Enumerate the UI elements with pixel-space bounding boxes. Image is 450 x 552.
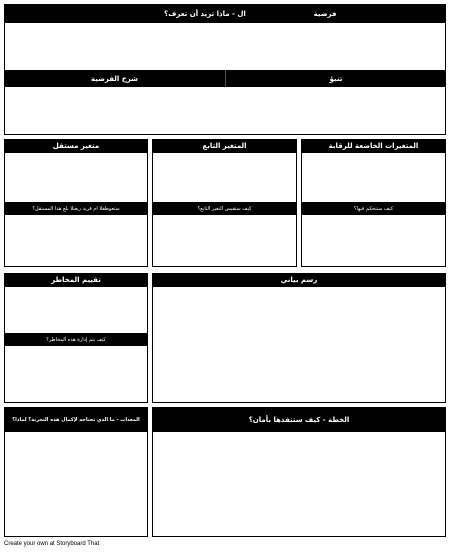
controlled-variables-prompt: كيف ستتحكم فيها؟ <box>301 202 446 215</box>
risk-assessment-title: تقييم المخاطر <box>4 273 148 287</box>
independent-variable-title: متغير مستقل <box>4 139 148 153</box>
risk-assessment-prompt: كيف يتم إدارة هذه المخاطر؟ <box>4 333 148 346</box>
equipment-title: المعدات - ما الذي تحتاجه لإكمال هذه التجربة؟ لماذا؟ <box>4 407 148 432</box>
footer-credit[interactable]: Create your own at Storyboard That <box>4 541 100 547</box>
predict-label: تنبؤ <box>329 74 343 83</box>
hypothesis-label: فرضية <box>313 9 337 18</box>
graph-title: رسم بياني <box>152 273 446 287</box>
explain-label: شرح الفرضية <box>90 74 138 83</box>
controlled-variables-title: المتغيرات الخاضعة للرقابة <box>301 139 446 153</box>
dependent-variable-prompt: كيف ستقيس التغير التابع؟ <box>152 202 297 215</box>
independent-variable-prompt: ستعوطقلا ام قريد ريغتلا ىلع هذا المستقل؟ <box>4 202 148 215</box>
plan-title: الخطة - كيف ستنفذها بأمان؟ <box>152 407 446 432</box>
graph-panel <box>152 273 446 403</box>
dependent-variable-title: المتغير التابع <box>152 139 297 153</box>
question-label: ال - ماذا تريد أن تعرف؟ <box>164 9 246 18</box>
